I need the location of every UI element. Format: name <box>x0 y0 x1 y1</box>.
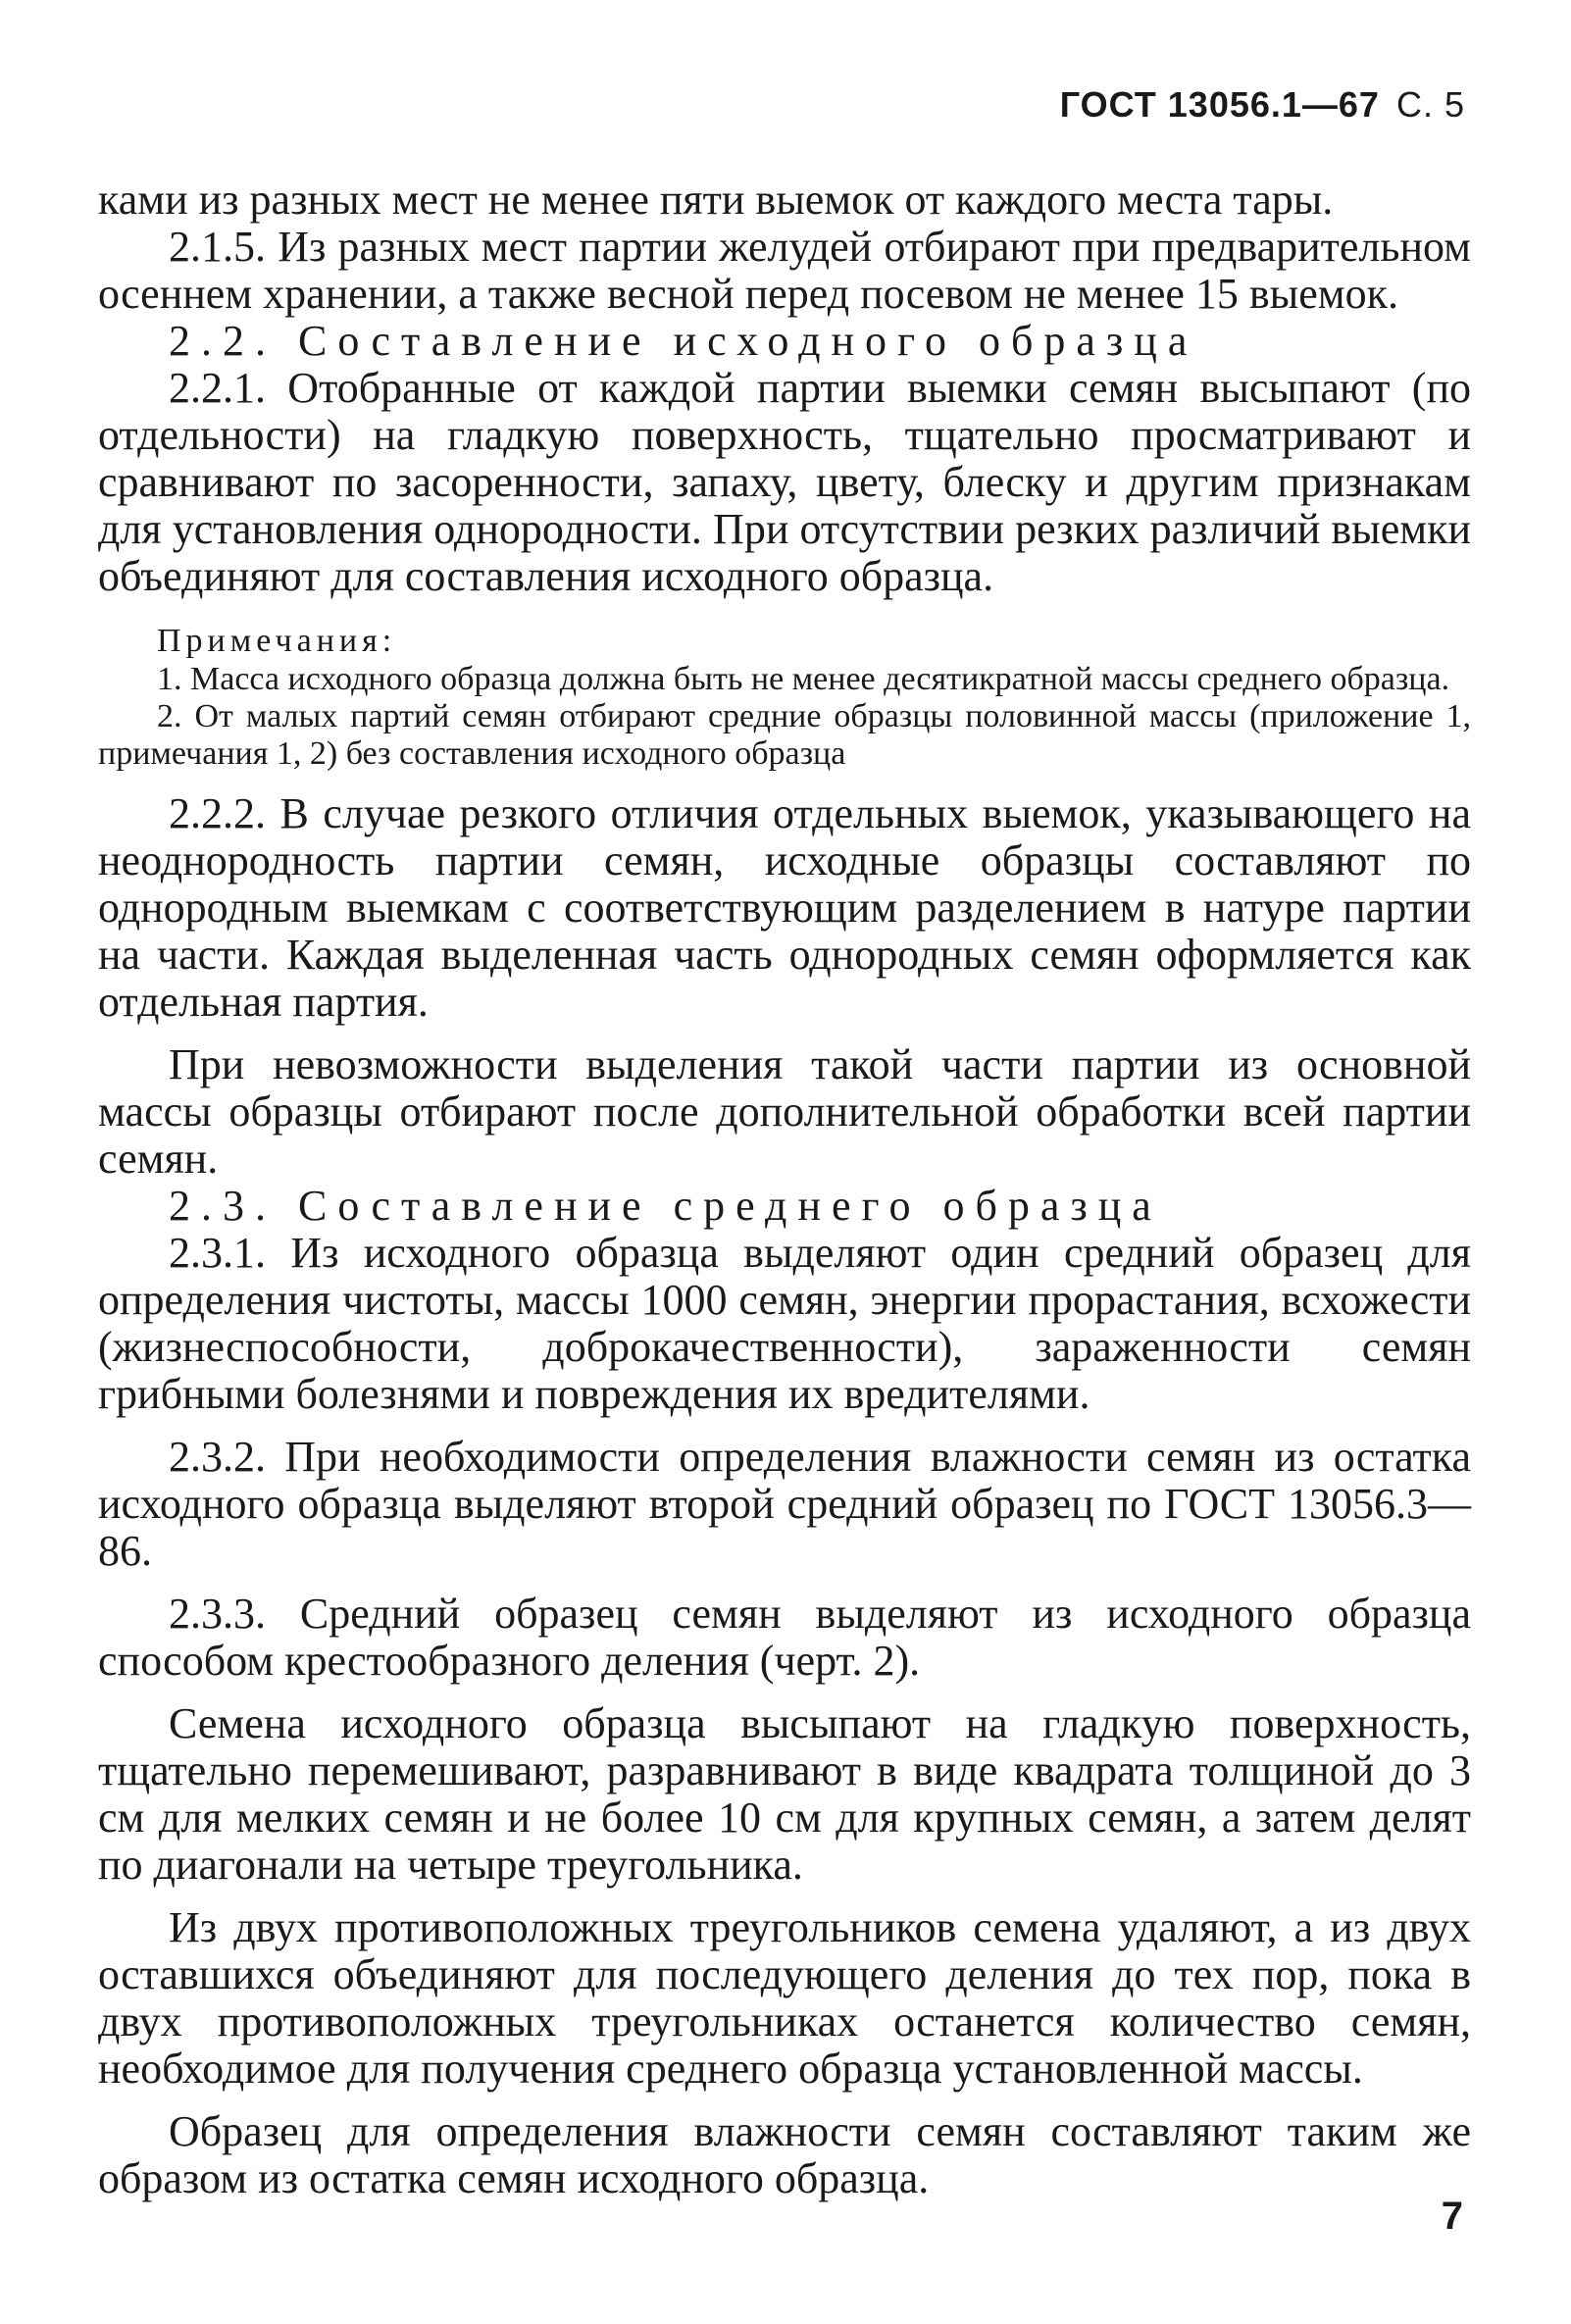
paragraph-2-3-1: 2.3.1. Из исходного образца выделяют один средний образец для определения чистоты, массы 1000 семян, энергии прорастания, всхожести (жизнеспособности, доброкачественности), зараженности семян грибными болезнями и повреждения их вредителями. <box>98 1229 1471 1418</box>
paragraph-triangles: Из двух противоположных треугольников семена удаляют, а из двух оставшихся объединяют для последующего деления до тех пор, пока в двух противоположных треугольниках останется количество семян, необходимое для получения среднего образца установленной массы. <box>98 1903 1471 2093</box>
paragraph-moisture-sample: Образец для определения влажности семян составляют таким же образом из остатка семян исходного образца. <box>98 2107 1471 2202</box>
paragraph-continuation: ками из разных мест не менее пяти выемок от каждого места тары. <box>98 176 1334 224</box>
section-heading-2-3: 2.3. Составление среднего образца <box>169 1182 1162 1230</box>
standard-number: ГОСТ 13056.1—67 <box>1059 84 1380 125</box>
paragraph-2-3-3: 2.3.3. Средний образец семян выделяют из исходного образца способом крестообразного деления (черт. 2). <box>98 1590 1471 1685</box>
note-item: 1. Масса исходного образца должна быть не менее десятикратной массы среднего образца. <box>157 661 1450 697</box>
notes-title: Примечания: <box>157 623 397 659</box>
section-heading-2-2: 2.2. Составление исходного образца <box>169 317 1198 365</box>
page-header <box>1060 84 1465 126</box>
page-label: С. 5 <box>1395 84 1465 125</box>
paragraph-2-3-2: 2.3.2. При необходимости определения влажности семян из остатка исходного образца выделяют второй средний образец по ГОСТ 13056.3—86. <box>98 1433 1471 1575</box>
paragraph-2-2-2: 2.2.2. В случае резкого отличия отдельных выемок, указывающего на неоднородность партии семян, исходные образцы составляют по однородным выемкам с соответствующим разделением в натуре партии на части. Каждая выделенная часть однородных семян оформляется как отдельная партия. <box>98 789 1471 1026</box>
body-text <box>98 177 1471 2202</box>
notes-block <box>98 622 1471 773</box>
paragraph-2-1-5: 2.1.5. Из разных мест партии желудей отбирают при предварительном осеннем хранении, а также весной перед посевом не менее 15 выемок. <box>98 223 1471 318</box>
paragraph-seeds-square: Семена исходного образца высыпают на гладкую поверхность, тщательно перемешивают, разравнивают в виде квадрата толщиной до 3 см для мелких семян и не более 10 см для крупных семян, а затем делят по диагонали на четыре треугольника. <box>98 1699 1471 1889</box>
paragraph-impossibility: При невозможности выделения такой части партии из основной массы образцы отбирают после дополнительной обработки всей партии семян. <box>98 1040 1471 1183</box>
page-number: 7 <box>1441 2195 1463 2238</box>
paragraph-2-2-1: 2.2.1. Отобранные от каждой партии выемки семян высыпают (по отдельности) на гладкую поверхность, тщательно просматривают и сравнивают по засоренности, запаху, цвету, блеску и другим признакам для установления однородности. При отсутствии резких различий выемки объединяют для составления исходного образца. <box>98 364 1471 600</box>
note-item: 2. От малых партий семян отбирают средние образцы половинной массы (приложение 1, примечания 1, 2) без составления исходного образца <box>98 698 1471 772</box>
